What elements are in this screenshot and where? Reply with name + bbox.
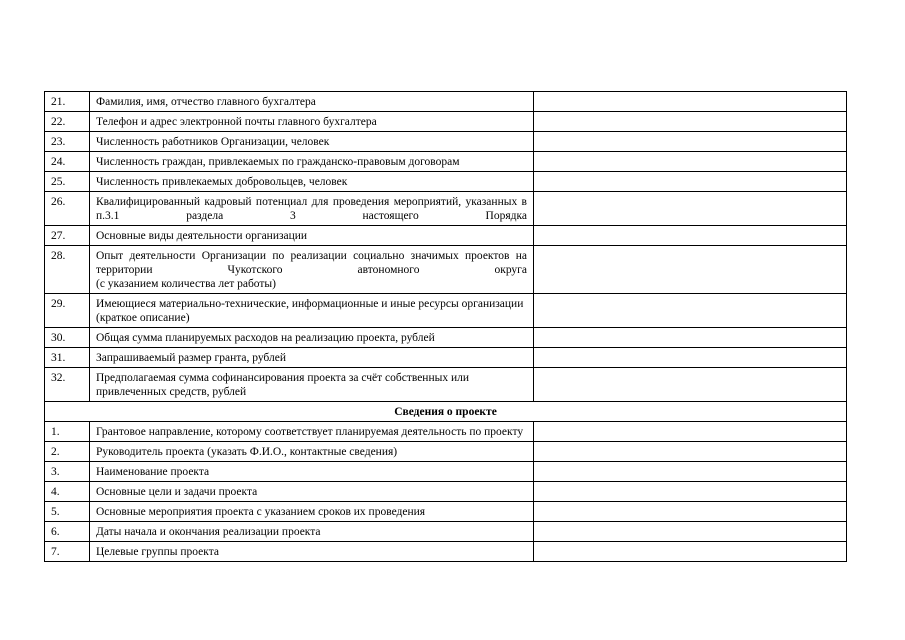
table-row xyxy=(45,542,847,562)
table-row xyxy=(45,294,847,328)
value-cell[interactable] xyxy=(534,328,847,348)
row-label xyxy=(90,294,534,328)
row-number: 6. xyxy=(45,522,90,542)
table-row xyxy=(45,172,847,192)
table-row xyxy=(45,192,847,226)
table-row xyxy=(45,348,847,368)
value-cell[interactable] xyxy=(534,542,847,562)
row-number: 31. xyxy=(45,348,90,368)
value-cell[interactable] xyxy=(534,522,847,542)
value-cell[interactable] xyxy=(534,152,847,172)
row-label-text: Предполагаемая сумма софинансирования проекта за счёт собственных или привлеченных средств, рублей xyxy=(96,372,470,398)
table-row xyxy=(45,92,847,112)
table-row xyxy=(45,246,847,294)
table-row xyxy=(45,112,847,132)
row-label-text: Грантовое направление, которому соответствует планируемая деятельность по проекту xyxy=(96,426,524,438)
value-cell[interactable] xyxy=(534,92,847,112)
row-number: 3. xyxy=(45,462,90,482)
row-label-text: Телефон и адрес электронной почты главного бухгалтера xyxy=(96,116,377,128)
row-number: 21. xyxy=(45,92,90,112)
row-number: 1. xyxy=(45,422,90,442)
table-row xyxy=(45,152,847,172)
row-label-text: Наименование проекта xyxy=(96,466,210,478)
value-cell[interactable] xyxy=(534,422,847,442)
table-row xyxy=(45,226,847,246)
table-row xyxy=(45,482,847,502)
row-label-text: Запрашиваемый размер гранта, рублей xyxy=(96,352,286,364)
row-label xyxy=(90,442,534,462)
table-row xyxy=(45,502,847,522)
row-label xyxy=(90,152,534,172)
row-number: 32. xyxy=(45,368,90,402)
value-cell[interactable] xyxy=(534,462,847,482)
row-label xyxy=(90,226,534,246)
row-number: 5. xyxy=(45,502,90,522)
table-row xyxy=(45,368,847,402)
row-label xyxy=(90,422,534,442)
section-title-project-info: Сведения о проекте xyxy=(45,402,847,422)
row-number: 25. xyxy=(45,172,90,192)
row-number: 27. xyxy=(45,226,90,246)
application-form-table xyxy=(44,91,847,562)
row-number: 28. xyxy=(45,246,90,294)
row-label-text: Имеющиеся материально-технические, информационные и иные ресурсы организации (краткое описание) xyxy=(96,298,524,324)
row-label xyxy=(90,482,534,502)
row-number: 4. xyxy=(45,482,90,502)
value-cell[interactable] xyxy=(534,502,847,522)
value-cell[interactable] xyxy=(534,294,847,328)
row-label xyxy=(90,368,534,402)
project-info-rows xyxy=(45,422,847,562)
row-label-text: Фамилия, имя, отчество главного бухгалтера xyxy=(96,96,316,108)
row-label xyxy=(90,542,534,562)
row-label xyxy=(90,246,534,294)
row-label-text: Общая сумма планируемых расходов на реализацию проекта, рублей xyxy=(96,332,435,344)
value-cell[interactable] xyxy=(534,132,847,152)
row-label xyxy=(90,462,534,482)
row-number: 24. xyxy=(45,152,90,172)
row-label-note: (с указанием количества лет работы) xyxy=(96,278,276,290)
row-label-text: Численность граждан, привлекаемых по гражданско-правовым договорам xyxy=(96,156,460,168)
row-number: 7. xyxy=(45,542,90,562)
value-cell[interactable] xyxy=(534,368,847,402)
section-header-row xyxy=(45,402,847,422)
row-number: 2. xyxy=(45,442,90,462)
table-row xyxy=(45,442,847,462)
row-label xyxy=(90,348,534,368)
row-label-text: Руководитель проекта (указать Ф.И.О., контактные сведения) xyxy=(96,446,398,458)
row-label xyxy=(90,92,534,112)
row-label xyxy=(90,192,534,226)
value-cell[interactable] xyxy=(534,226,847,246)
row-label xyxy=(90,172,534,192)
row-label-text: Квалифицированный кадровый потенциал для проведения мероприятий, указанных в п.3.1 раздела 3 настоящего Порядка xyxy=(96,196,527,222)
value-cell[interactable] xyxy=(534,172,847,192)
row-label-text: Основные мероприятия проекта с указанием сроков их проведения xyxy=(96,506,426,518)
table-row xyxy=(45,328,847,348)
value-cell[interactable] xyxy=(534,112,847,132)
row-label xyxy=(90,328,534,348)
row-label-text: Целевые группы проекта xyxy=(96,546,219,558)
row-label xyxy=(90,112,534,132)
row-number: 29. xyxy=(45,294,90,328)
table-row xyxy=(45,132,847,152)
value-cell[interactable] xyxy=(534,442,847,462)
row-number: 22. xyxy=(45,112,90,132)
table-row xyxy=(45,462,847,482)
row-label-text: Численность работников Организации, человек xyxy=(96,136,330,148)
value-cell[interactable] xyxy=(534,348,847,368)
section-header-group xyxy=(45,402,847,422)
row-label-text: Численность привлекаемых добровольцев, человек xyxy=(96,176,348,188)
row-label-text: Опыт деятельности Организации по реализации социально значимых проектов на территории Чукотского автономного округа xyxy=(96,250,527,276)
row-label xyxy=(90,132,534,152)
value-cell[interactable] xyxy=(534,246,847,294)
row-number: 26. xyxy=(45,192,90,226)
row-label-text: Даты начала и окончания реализации проекта xyxy=(96,526,321,538)
organization-info-rows xyxy=(45,92,847,402)
table-row xyxy=(45,522,847,542)
row-label-text: Основные виды деятельности организации xyxy=(96,230,308,242)
row-number: 30. xyxy=(45,328,90,348)
row-label xyxy=(90,522,534,542)
row-label-text: Основные цели и задачи проекта xyxy=(96,486,258,498)
row-number: 23. xyxy=(45,132,90,152)
table-row xyxy=(45,422,847,442)
value-cell[interactable] xyxy=(534,482,847,502)
value-cell[interactable] xyxy=(534,192,847,226)
row-label xyxy=(90,502,534,522)
